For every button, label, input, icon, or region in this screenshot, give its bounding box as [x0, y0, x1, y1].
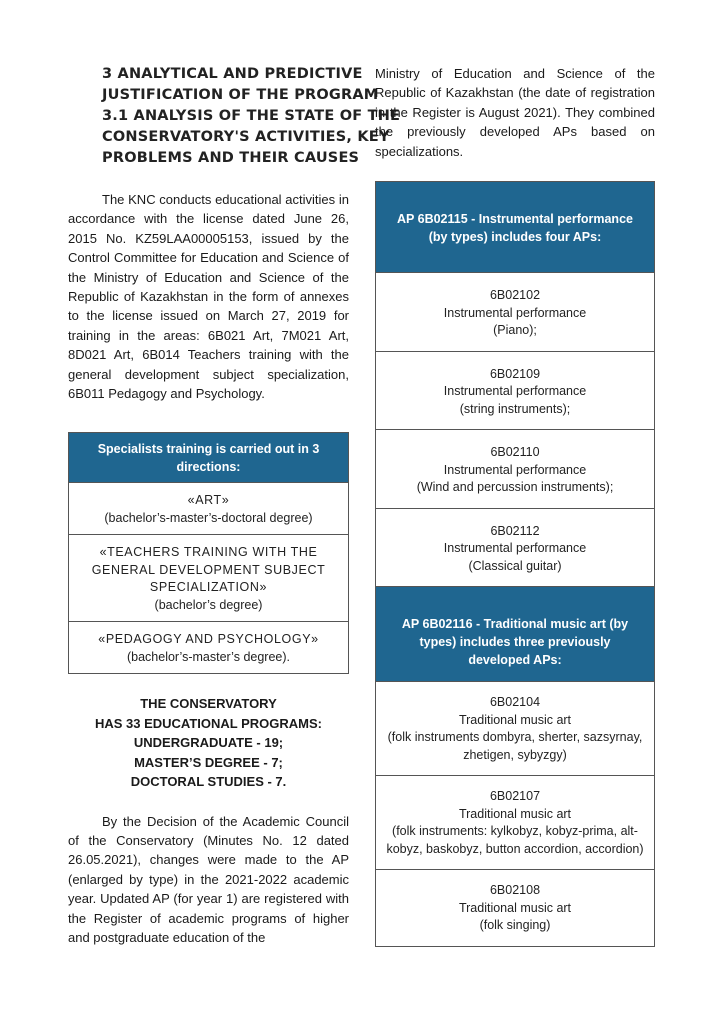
direction-degree: (bachelor’s degree) — [154, 597, 263, 612]
ap-code: 6B02102 — [489, 288, 541, 303]
ap-detail: (Piano); — [493, 323, 537, 338]
ap-row — [376, 775, 654, 869]
ap-name: Instrumental performance — [443, 541, 587, 556]
ap-code: 6B02109 — [489, 366, 541, 381]
directions-table — [68, 432, 349, 674]
heading-line: 3 ANALYTICAL AND PREDICTIVE — [102, 66, 363, 82]
summary-line: UNDERGRADUATE - 19; — [133, 735, 284, 751]
ap-row — [376, 869, 654, 946]
ap-section-header: AP 6B02116 - Traditional music art (by types) includes three previously developed APs: — [376, 586, 654, 681]
ap-detail: (folk singing) — [479, 918, 551, 933]
direction-title: «PEDAGOGY AND PSYCHOLOGY» — [98, 632, 319, 647]
decision-paragraph: By the Decision of the Academic Council of the Conservatory (Minutes No. 12 dated 26.05.2021), changes were made to the AP (enlarged by type) in the 2021-2022 academic year. Updated AP (for year 1) are registered with the Register of academic programs of higher and postgraduate education of the — [68, 813, 349, 945]
ap-row — [376, 429, 654, 508]
ap-row — [376, 508, 654, 587]
heading-line: 3.1 ANALYSIS OF THE STATE OF THE — [102, 108, 401, 124]
ap-name: Traditional music art — [458, 806, 572, 821]
summary-line: THE CONSERVATORY — [140, 696, 277, 712]
ap-name: Traditional music art — [458, 712, 572, 727]
section-heading — [102, 64, 401, 169]
heading-line: CONSERVATORY'S ACTIVITIES, KEY — [102, 129, 390, 145]
ap-code: 6B02110 — [490, 445, 540, 460]
ap-row — [376, 681, 654, 775]
ap-detail: (string instruments); — [459, 401, 571, 416]
ap-section-header: AP 6B02115 - Instrumental performance (by types) includes four APs: — [376, 182, 654, 272]
direction-title: «ART» — [187, 493, 230, 508]
ap-code: 6B02112 — [490, 523, 540, 538]
ap-detail: (folk instruments dombyra, sherter, sazsyrnay, zhetigen, sybyzgy) — [387, 730, 643, 762]
ap-row — [376, 272, 654, 351]
ap-name: Instrumental performance — [443, 384, 587, 399]
summary-line: MASTER’S DEGREE - 7; — [134, 754, 283, 770]
ap-detail: (Wind and percussion instruments); — [416, 480, 614, 495]
ap-code: 6B02108 — [489, 883, 541, 898]
ap-name: Instrumental performance — [443, 305, 587, 320]
ap-name: Traditional music art — [458, 900, 572, 915]
left-column — [68, 64, 401, 947]
ap-detail: (folk instruments: kylkobyz, kobyz-prima, alt-kobyz, baskobyz, button accordion, accordion) — [386, 824, 644, 856]
ap-table — [375, 181, 655, 947]
ap-detail: (Classical guitar) — [468, 558, 562, 573]
directions-table-header: Specialists training is carried out in 3 directions: — [69, 433, 348, 482]
directions-row — [69, 621, 348, 673]
heading-line: PROBLEMS AND THEIR CAUSES — [102, 150, 360, 166]
direction-degree: (bachelor’s-master’s-doctoral degree) — [104, 510, 313, 525]
programs-summary — [68, 694, 349, 791]
ap-code: 6B02107 — [489, 789, 541, 804]
ap-name: Instrumental performance — [443, 462, 587, 477]
right-column — [375, 64, 655, 947]
directions-row — [69, 534, 348, 621]
intro-paragraph: The KNC conducts educational activities in accordance with the license dated June 26, 2015 No. KZ59LAA00005153, issued by the Control Committee for Education and Science of the Ministry of Education and Science of the Republic of Kazakhstan in the form of annexes to the license issued on March 27, 2019 for training in the areas: 6B021 Art, 7M021 Art, 8D021 Art, 6B014 Teachers training with the general development subject specialization, 6B011 Pedagogy and Psychology. — [68, 192, 349, 402]
ap-row — [376, 351, 654, 430]
ap-code: 6B02104 — [489, 695, 541, 710]
summary-line: HAS 33 EDUCATIONAL PROGRAMS: — [94, 715, 323, 731]
heading-line: JUSTIFICATION OF THE PROGRAM — [102, 87, 379, 103]
direction-degree: (bachelor’s-master’s degree). — [126, 649, 291, 664]
direction-title: «TEACHERS TRAINING WITH THE GENERAL DEVELOPMENT SUBJECT SPECIALIZATION» — [91, 545, 326, 595]
summary-line: DOCTORAL STUDIES - 7. — [130, 774, 287, 790]
directions-row — [69, 482, 348, 534]
continuation-paragraph: Ministry of Education and Science of the Republic of Kazakhstan (the date of registration in the Register is August 2021). They combined the previously developed APs based on specializations. — [375, 66, 655, 159]
